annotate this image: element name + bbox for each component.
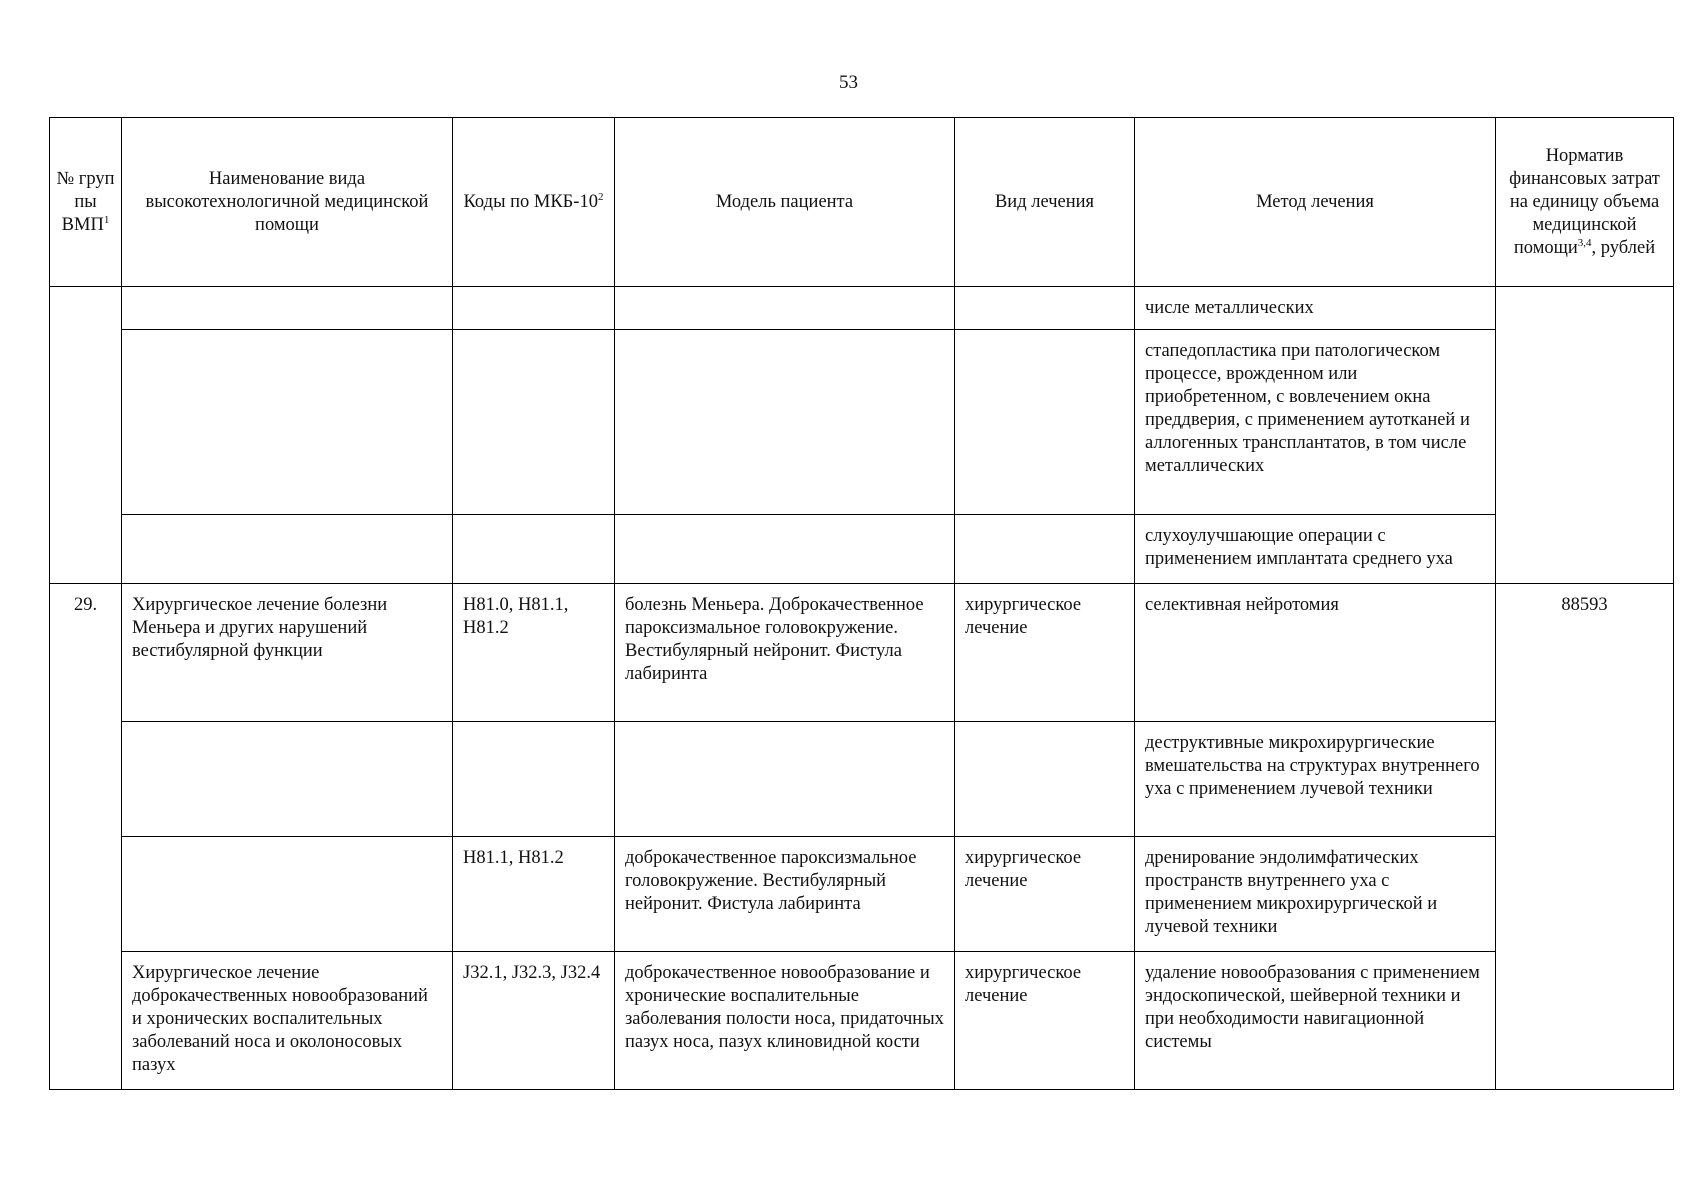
cell-method: дренирование эндолимфатических пространств внутреннего уха с применением микрохирургической и лучевой техники xyxy=(1135,837,1496,952)
header-cost-norm: Норматив финансовых затрат на единицу объема медицинской помощи$^{3,4}$, рублей xyxy=(1496,118,1674,287)
cell-treatment xyxy=(955,287,1135,330)
cell-name xyxy=(122,330,453,515)
cell-treatment: хирургическое лечение xyxy=(955,952,1135,1090)
cell-model xyxy=(615,722,955,837)
table-row xyxy=(50,584,1674,722)
cell-model xyxy=(615,330,955,515)
vmp-table xyxy=(49,117,1674,1090)
cell-cost-norm xyxy=(1496,287,1674,584)
cell-treatment xyxy=(955,515,1135,584)
cell-model: доброкачественное пароксизмальное головокружение. Вестибулярный нейронит. Фистула лабиринта xyxy=(615,837,955,952)
cell-treatment: хирургическое лечение xyxy=(955,837,1135,952)
header-treatment-method: Метод лечения xyxy=(1135,118,1496,287)
cell-name xyxy=(122,722,453,837)
cell-model: доброкачественное новообразование и хронические воспалительные заболевания полости носа, придаточных пазух носа, пазух клиновидной кости xyxy=(615,952,955,1090)
cell-treatment xyxy=(955,330,1135,515)
cell-model xyxy=(615,515,955,584)
cell-group-number: 29. xyxy=(50,584,122,1090)
page-number: 53 xyxy=(839,72,858,93)
header-patient-model: Модель пациента xyxy=(615,118,955,287)
cell-method: удаление новообразования с применением эндоскопической, шейверной техники и при необходимости навигационной системы xyxy=(1135,952,1496,1090)
cell-method: числе металлических xyxy=(1135,287,1496,330)
cell-codes xyxy=(453,722,615,837)
cell-cost-norm: 88593 xyxy=(1496,584,1674,1090)
header-care-type-name: Наименование вида высокотехнологичной медицинской помощи xyxy=(122,118,453,287)
table-row xyxy=(50,515,1674,584)
table-row xyxy=(50,952,1674,1090)
cell-method: стапедопластика при патологическом процессе, врожденном или приобретенном, с вовлечением окна преддверия, с применением аутотканей и аллогенных трансплантатов, в том числе металлических xyxy=(1135,330,1496,515)
cell-method: слухоулучшающие операции с применением имплантата среднего уха xyxy=(1135,515,1496,584)
table-row xyxy=(50,837,1674,952)
cell-codes xyxy=(453,515,615,584)
header-treatment-type: Вид лечения xyxy=(955,118,1135,287)
cell-codes: H81.0, H81.1, H81.2 xyxy=(453,584,615,722)
cell-codes: H81.1, H81.2 xyxy=(453,837,615,952)
cell-name xyxy=(122,287,453,330)
cell-treatment xyxy=(955,722,1135,837)
cell-codes xyxy=(453,330,615,515)
cell-codes: J32.1, J32.3, J32.4 xyxy=(453,952,615,1090)
table-header-row xyxy=(50,118,1674,287)
table-row xyxy=(50,287,1674,330)
cell-method: деструктивные микрохирургические вмешательства на структурах внутреннего уха с применением лучевой техники xyxy=(1135,722,1496,837)
cell-name: Хирургическое лечение болезни Меньера и других нарушений вестибулярной функции xyxy=(122,584,453,722)
cell-codes xyxy=(453,287,615,330)
cell-name xyxy=(122,515,453,584)
table-row xyxy=(50,722,1674,837)
header-icd10-codes: Коды по МКБ-$10^2$ xyxy=(453,118,615,287)
cell-name: Хирургическое лечение доброкачественных новообразований и хронических воспалительных заболеваний носа и околоносовых пазух xyxy=(122,952,453,1090)
header-group-number: № груп пы ВМП$^1$ xyxy=(50,118,122,287)
cell-method: селективная нейротомия xyxy=(1135,584,1496,722)
cell-name xyxy=(122,837,453,952)
cell-group-number xyxy=(50,287,122,584)
cell-model: болезнь Меньера. Доброкачественное пароксизмальное головокружение. Вестибулярный нейронит. Фистула лабиринта xyxy=(615,584,955,722)
cell-model xyxy=(615,287,955,330)
cell-treatment: хирургическое лечение xyxy=(955,584,1135,722)
table-row xyxy=(50,330,1674,515)
